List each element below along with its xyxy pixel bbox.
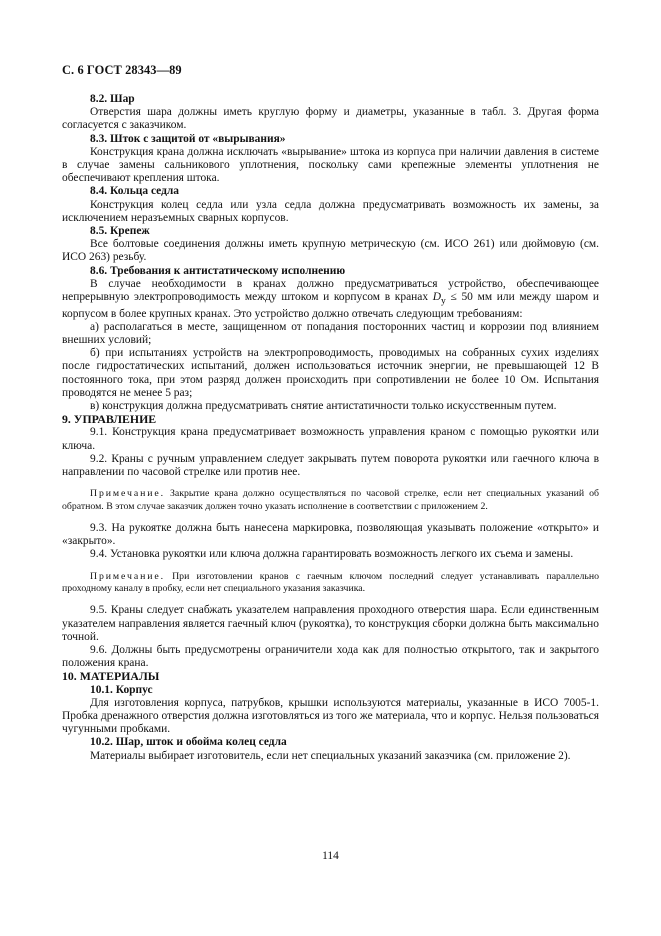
- heading-10-1: 10.1. Корпус: [90, 683, 153, 696]
- section-title-10: 10. МАТЕРИАЛЫ: [62, 669, 160, 684]
- document-body: [62, 93, 599, 763]
- paragraph-8-6: [62, 278, 599, 321]
- heading-8-3: 8.3. Шток с защитой от «вырывания»: [90, 132, 286, 145]
- paragraph-8-2: Отверстия шара должны иметь круглую форму и диаметры, указанные в табл. 3. Другая форма согласуется с заказчиком.: [62, 106, 599, 132]
- list-item-c: в) конструкция должна предусматривать снятие антистатичности только искусственным путем.: [90, 399, 557, 412]
- heading-10-2: 10.2. Шар, шток и обойма колец седла: [90, 736, 287, 749]
- note-2-text: При изготовлении кранов с гаечным ключом последний следует устанавливать параллельно проходному каналу в пробку, если нет специального указания заказчика.: [62, 570, 600, 594]
- paragraph-9-2: 9.2. Краны с ручным управлением следует закрывать путем поворота рукоятки или гаечного ключа в направлении по часовой стрелке или против нее.: [62, 452, 599, 478]
- list-item-a: а) располагаться в месте, защищенном от попадания посторонних частиц и коррозии под влиянием внешних условий;: [62, 320, 599, 346]
- heading-8-4: 8.4. Кольца седла: [90, 185, 180, 198]
- paragraph-9-5: 9.5. Краны следует снабжать указателем направления проходного отверстия шара. Если единственным указателем направления является гаечный ключ (рукоятка), то конструкция сборки должна быть максимально точной.: [62, 604, 599, 643]
- paragraph-8-6-part-a: В случае необходимости в кранах должно предусматриваться устройство, обеспечивающее непрерывную электропроводимость между штоком и корпусом в кранах: [62, 277, 599, 304]
- note-label: Примечание.: [90, 570, 165, 582]
- paragraph-8-4: Конструкция колец седла или узла седла должна предусматривать возможность их замены, за исключением неразъемных сварных корпусов.: [62, 198, 599, 224]
- paragraph-8-5: Все болтовые соединения должны иметь крупную метрическую (см. ИСО 261) или дюймовую (см. ИСО 263) резьбу.: [62, 238, 599, 264]
- note-2: [62, 571, 599, 596]
- nominal-diameter-symbol: D: [432, 291, 442, 304]
- page-number: 114: [322, 850, 339, 862]
- paragraph-8-3: Конструкция крана должна исключать «вырывание» штока из корпуса при наличии давления в системе в случае замены сальникового уплотнения, поскольку сами крепежные элементы уплотнения не обеспечивают крепления штока.: [62, 145, 599, 185]
- paragraph-9-6: 9.6. Должны быть предусмотрены ограничители хода как для полностью открытого, так и закрытого положения крана.: [62, 644, 599, 670]
- note-label: Примечание.: [90, 488, 165, 500]
- paragraph-9-3: 9.3. На рукоятке должна быть нанесена маркировка, позволяющая указывать положение «открыто» и «закрыто».: [62, 521, 599, 548]
- paragraph-10-2: Материалы выбирает изготовитель, если нет специальных указаний заказчика (см. приложение 2).: [90, 749, 571, 762]
- list-item-b: б) при испытаниях устройств на электропроводимость, проводимых на собранных сухих изделиях после гидростатических испытаний, должен использоваться источник энергии, не превышающей 12 В постоянного тока, при этом разряд должен происходить при сопротивлении не более 10 Ом. Испытания проводятся не менее 5 раз;: [62, 347, 599, 399]
- paragraph-9-4: 9.4. Установка рукоятки или ключа должна гарантировать возможность легкого их съема и замены.: [90, 548, 574, 561]
- paragraph-9-1: 9.1. Конструкция крана предусматривает возможность управления краном с помощью рукоятки или ключа.: [62, 426, 599, 452]
- paragraph-8-6-part-b: ≤ 50 мм или между шаром и корпусом в более крупных кранах. Это устройство должно отвечать следующим требованиям:: [62, 291, 600, 320]
- heading-8-2: 8.2. Шар: [90, 93, 135, 105]
- heading-8-5: 8.5. Крепеж: [90, 225, 150, 238]
- note-1: [62, 488, 599, 513]
- section-title-9: 9. УПРАВЛЕНИЕ: [62, 412, 157, 427]
- note-1-text: Закрытие крана должно осуществляться по часовой стрелке, если нет специальных указаний об обратном. В этом случае заказчик должен точно указать исполнение в соответствии с приложением 2.: [62, 488, 600, 512]
- paragraph-10-1: Для изготовления корпуса, патрубков, крышки используются материалы, указанные в ИСО 7005-1. Пробка дренажного отверстия должна изготовляться из того же материала, что и корпус. Нельзя пользоваться чугунными пробками.: [62, 696, 599, 736]
- heading-8-6: 8.6. Требования к антистатическому исполнению: [90, 264, 346, 277]
- page-header: С. 6 ГОСТ 28343—89: [62, 63, 182, 77]
- nominal-diameter-subscript: y: [441, 295, 446, 307]
